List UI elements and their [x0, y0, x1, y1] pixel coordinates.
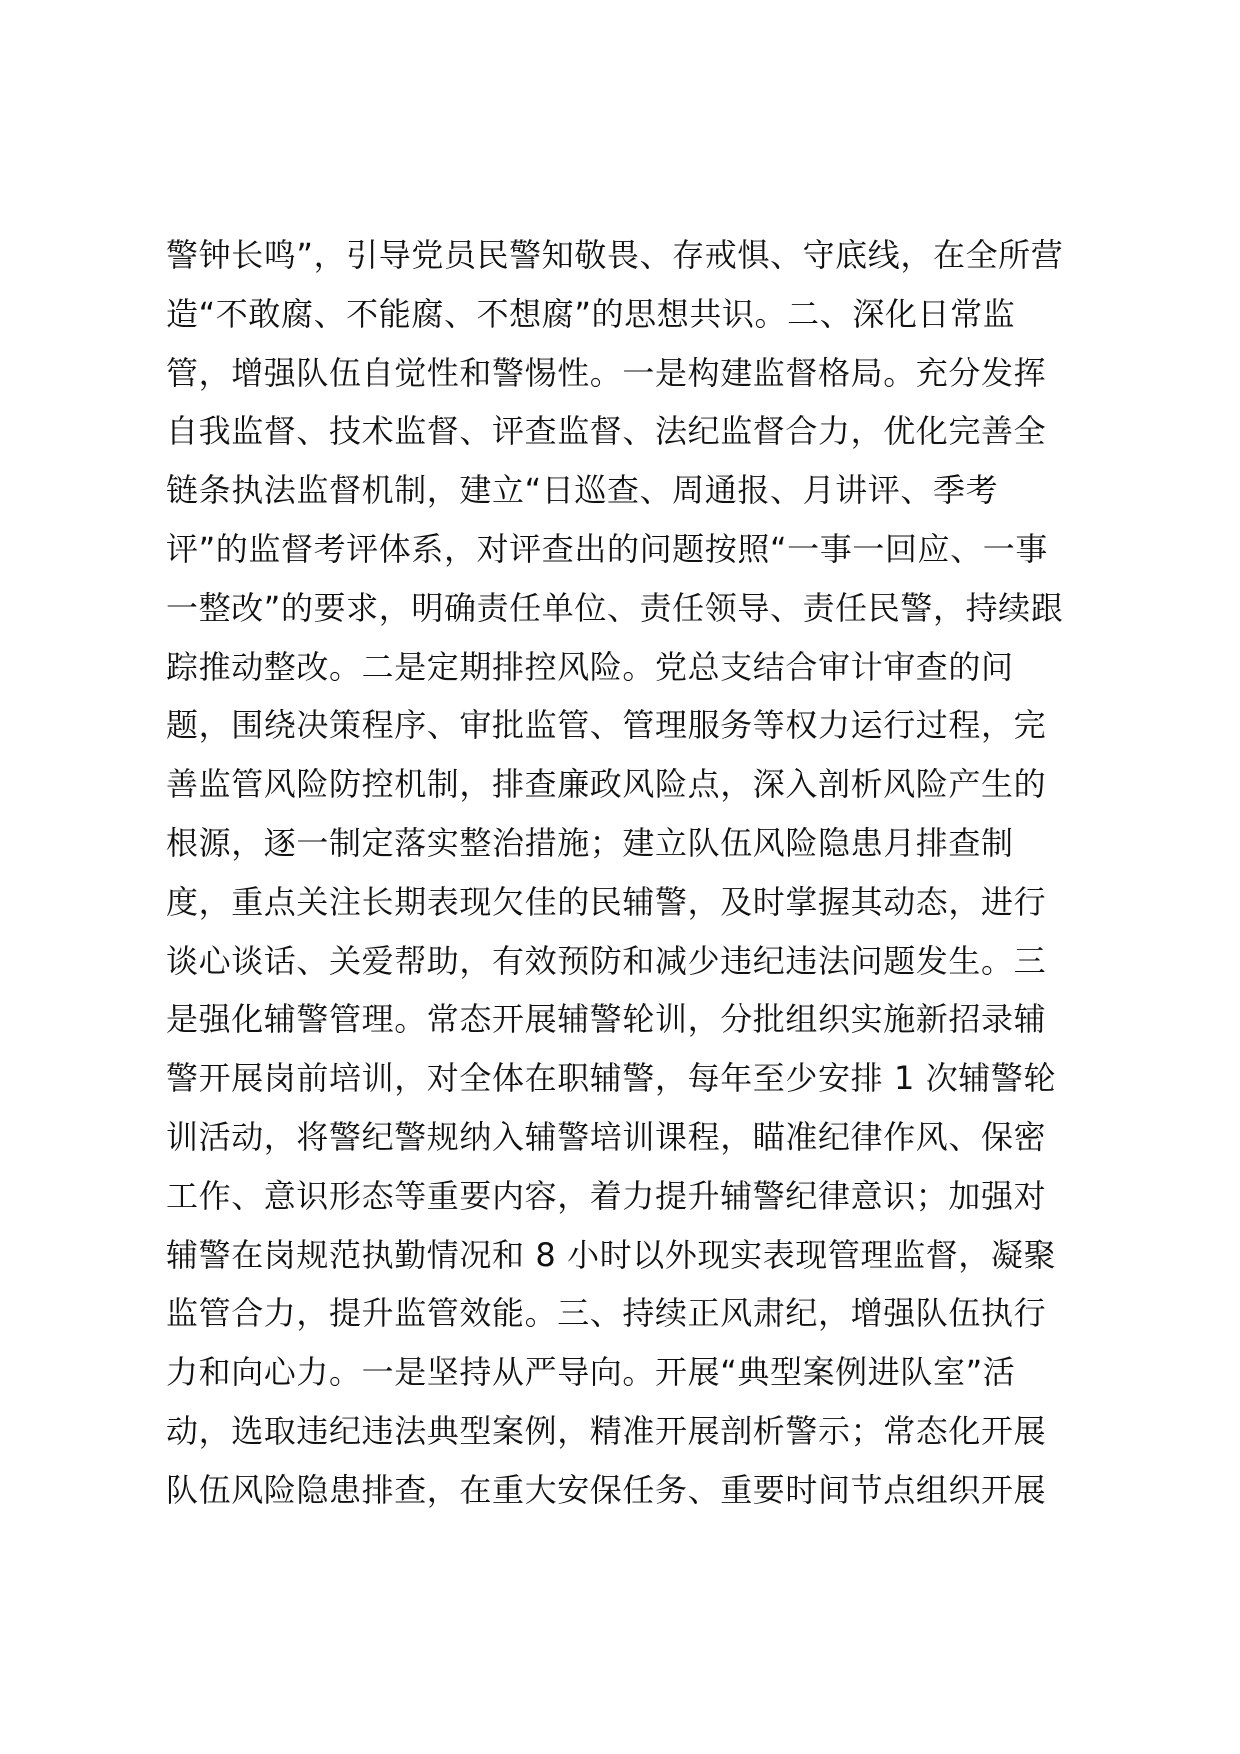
text-line: 警开展岗前培训，对全体在职辅警，每年至少安排 1 次辅警轮: [166, 1059, 1057, 1098]
text-line: 训活动，将警纪警规纳入辅警培训课程，瞄准纪律作风、保密: [166, 1117, 1047, 1156]
text-line: 一整改”的要求，明确责任单位、责任领导、责任民警，持续跟: [166, 588, 1064, 627]
text-line: 工作、意识形态等重要内容，着力提升辅警纪律意识；加强对: [166, 1176, 1047, 1215]
text-line: 力和向心力。一是坚持从严导向。开展“典型案例进队室”活: [166, 1353, 1016, 1392]
text-line: 是强化辅警管理。常态开展辅警轮训，分批组织实施新招录辅: [166, 1000, 1047, 1039]
text-line: 善监管风险防控机制，排查廉政风险点，深入剖析风险产生的: [166, 765, 1047, 804]
text-line: 度，重点关注长期表现欠佳的民辅警，及时掌握其动态，进行: [166, 882, 1047, 921]
body-paragraph: [166, 226, 1096, 1520]
text-line: 动，选取违纪违法典型案例，精准开展剖析警示；常态化开展: [166, 1411, 1047, 1450]
text-line: 谈心谈话、关爱帮助，有效预防和减少违纪违法问题发生。三: [166, 941, 1047, 980]
text-line: 辅警在岗规范执勤情况和 8 小时以外现实表现管理监督，凝聚: [166, 1235, 1057, 1274]
text-line: 根源，逐一制定落实整治措施；建立队伍风险隐患月排查制: [166, 823, 1014, 862]
text-line: 队伍风险隐患排查，在重大安保任务、重要时间节点组织开展: [166, 1470, 1047, 1509]
text-line: 造“不敢腐、不能腐、不想腐”的思想共识。二、深化日常监: [166, 294, 1016, 333]
text-line: 管，增强队伍自觉性和警惕性。一是构建监督格局。充分发挥: [166, 353, 1047, 392]
text-line: 警钟长鸣”，引导党员民警知敬畏、存戒惧、守底线，在全所营: [166, 236, 1064, 274]
text-line: 自我监督、技术监督、评查监督、法纪监督合力，优化完善全: [166, 412, 1047, 451]
text-line: 链条执法监督机制，建立“日巡查、周通报、月讲评、季考: [166, 471, 999, 510]
text-line: 踪推动整改。二是定期排控风险。党总支结合审计审查的问: [166, 647, 1014, 686]
text-line: 监管合力，提升监管效能。三、持续正风肃纪，增强队伍执行: [166, 1294, 1047, 1333]
text-line: 评”的监督考评体系，对评查出的问题按照“一事一回应、一事: [166, 529, 1048, 568]
text-line: 题，围绕决策程序、审批监管、管理服务等权力运行过程，完: [166, 706, 1047, 745]
